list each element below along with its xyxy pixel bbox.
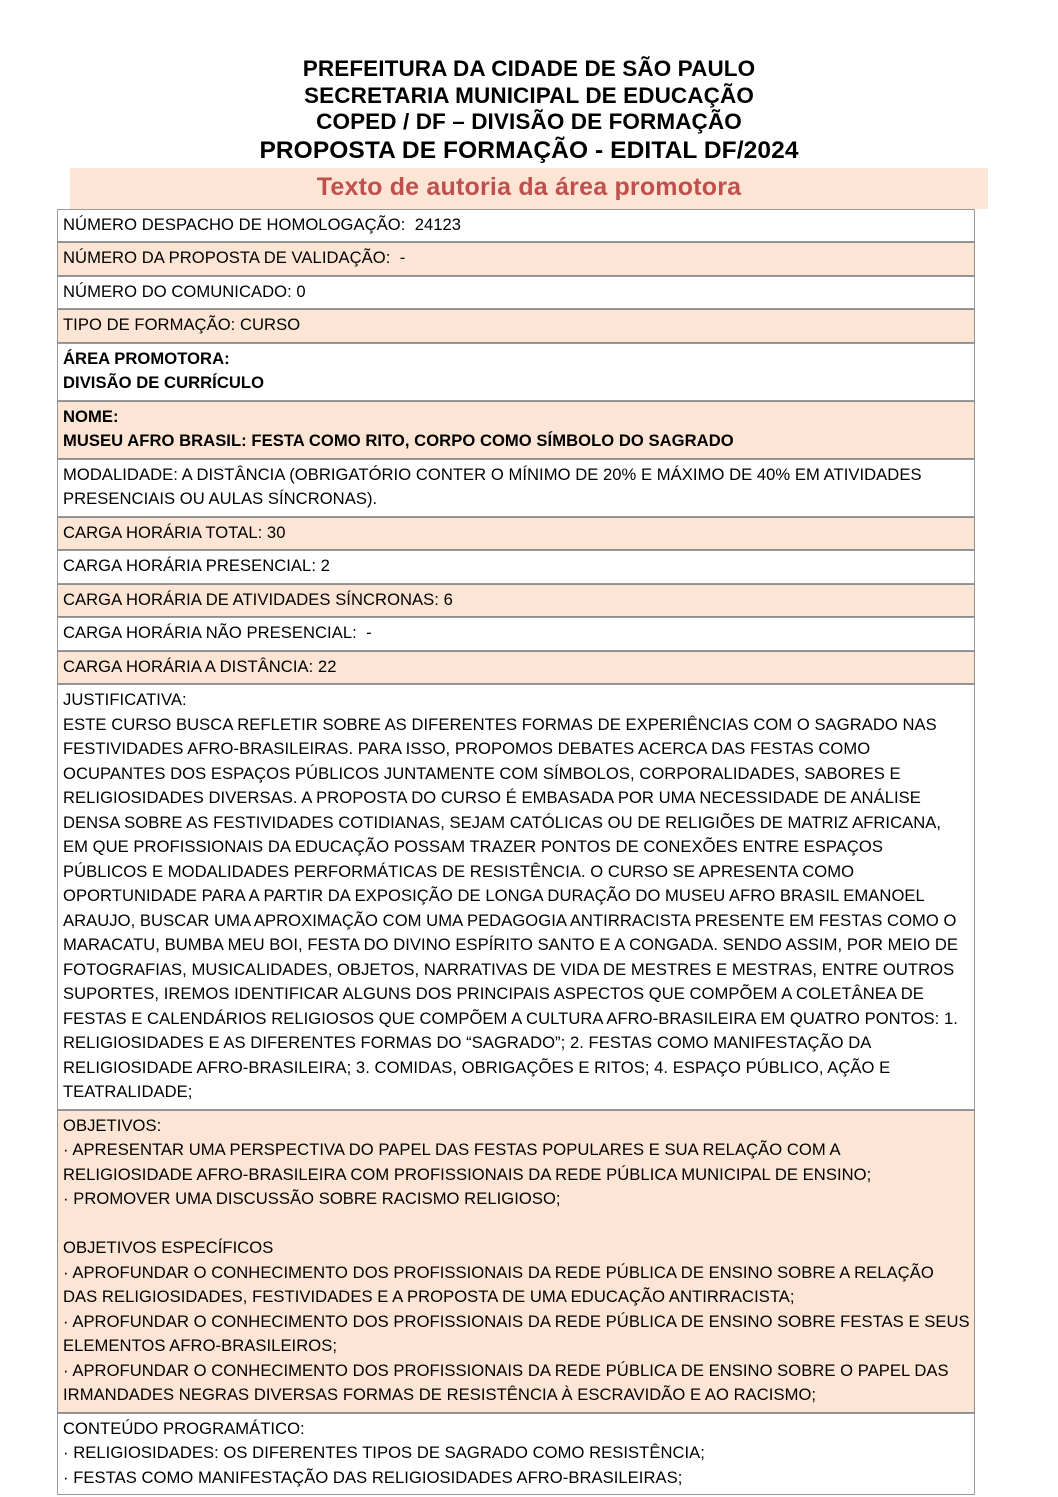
cell-objetivos: [57, 1110, 975, 1413]
table-row: [57, 617, 975, 651]
cell-line: CARGA HORÁRIA TOTAL: 30: [63, 522, 286, 542]
cell-line: NOME:: [63, 406, 119, 426]
cell-carga-horaria-nao-presencial: [57, 617, 975, 651]
cell-numero-despacho-homologacao: [57, 209, 975, 243]
header-title-main: PROPOSTA DE FORMAÇÃO - EDITAL DF/2024: [259, 136, 799, 164]
cell-line: CARGA HORÁRIA A DISTÂNCIA: 22: [63, 656, 337, 676]
cell-line: DIVISÃO DE CURRÍCULO: [63, 373, 265, 392]
authorship-banner-text: Texto de autoria da área promotora: [316, 172, 742, 201]
proposal-form-table: [57, 209, 975, 1496]
cell-line: · APROFUNDAR O CONHECIMENTO DOS PROFISSIONAIS DA REDE PÚBLICA DE ENSINO SOBRE FESTAS E SEUS ELEMENTOS AFRO-BRASILEIROS;: [63, 1311, 975, 1355]
table-row: [57, 309, 975, 343]
cell-line: JUSTIFICATIVA:: [63, 690, 187, 709]
cell-line: CONTEÚDO PROGRAMÁTICO:: [63, 1418, 305, 1438]
cell-carga-horaria-presencial: [57, 550, 975, 584]
table-row: [57, 276, 975, 310]
cell-line: CARGA HORÁRIA NÃO PRESENCIAL: -: [63, 623, 372, 642]
cell-area-promotora: [57, 343, 975, 401]
cell-line: NÚMERO DA PROPOSTA DE VALIDAÇÃO: -: [63, 248, 406, 267]
cell-justificativa: [57, 684, 975, 1110]
cell-line: · PROMOVER UMA DISCUSSÃO SOBRE RACISMO RELIGIOSO;: [63, 1189, 561, 1208]
cell-numero-comunicado: [57, 276, 975, 310]
table-row: [57, 209, 975, 243]
header-line-3: COPED / DF – DIVISÃO DE FORMAÇÃO: [316, 109, 742, 134]
cell-line: NÚMERO DESPACHO DE HOMOLOGAÇÃO: 24123: [63, 214, 462, 234]
cell-carga-horaria-total: [57, 517, 975, 551]
cell-line: [63, 1212, 970, 1237]
table-row: [57, 517, 975, 551]
table-row: [57, 584, 975, 618]
cell-line: MODALIDADE: A DISTÂNCIA (OBRIGATÓRIO CONTER O MÍNIMO DE 20% E MÁXIMO DE 40% EM ATIVIDADES PRESENCIAIS OU AULAS SÍNCRONAS).: [63, 464, 927, 508]
table-row: [57, 1110, 975, 1413]
table-row: [57, 550, 975, 584]
cell-line: · FESTAS COMO MANIFESTAÇÃO DAS RELIGIOSIDADES AFRO-BRASILEIRAS;: [63, 1467, 683, 1487]
cell-nome: [57, 401, 975, 459]
cell-line: MUSEU AFRO BRASIL: FESTA COMO RITO, CORPO COMO SÍMBOLO DO SAGRADO: [63, 431, 734, 450]
document-header: [0, 0, 1058, 166]
cell-line: CARGA HORÁRIA DE ATIVIDADES SÍNCRONAS: 6: [63, 589, 453, 609]
table-row: [57, 651, 975, 685]
cell-line: CARGA HORÁRIA PRESENCIAL: 2: [63, 556, 330, 575]
authorship-banner: [70, 168, 988, 209]
table-row: [57, 684, 975, 1110]
header-line-1: PREFEITURA DA CIDADE DE SÃO PAULO: [302, 56, 756, 81]
cell-line: · APRESENTAR UMA PERSPECTIVA DO PAPEL DAS FESTAS POPULARES E SUA RELAÇÃO COM A RELIGIOSIDADE AFRO-BRASILEIRA COM PROFISSIONAIS DA REDE PÚBLICA MUNICIPAL DE ENSINO;: [63, 1140, 872, 1184]
cell-line: NÚMERO DO COMUNICADO: 0: [63, 281, 306, 301]
table-row: [57, 459, 975, 517]
cell-tipo-de-formacao: [57, 309, 975, 343]
cell-line: TIPO DE FORMAÇÃO: CURSO: [63, 315, 301, 334]
header-line-2: SECRETARIA MUNICIPAL DE EDUCAÇÃO: [304, 82, 754, 108]
table-row: [57, 343, 975, 401]
cell-line: ESTE CURSO BUSCA REFLETIR SOBRE AS DIFERENTES FORMAS DE EXPERIÊNCIAS COM O SAGRADO NAS FESTIVIDADES AFRO-BRASILEIRAS. PARA ISSO, PROPOMOS DEBATES ACERCA DAS FESTAS COMO OCUPANTES DOS ESPAÇOS PÚBLICOS JUNTAMENTE COM SÍMBOLOS, CORPORALIDADES, SABORES E RELIGIOSIDADES DIVERSAS. A PROPOSTA DO CURSO É EMBASADA POR UMA NECESSIDADE DE ANÁLISE DENSA SOBRE AS FESTIVIDADES COTIDIANAS, SEJAM CATÓLICAS OU DE RELIGIÕES DE MATRIZ AFRICANA, EM QUE PROFISSIONAIS DA EDUCAÇÃO POSSAM TRAZER PONTOS DE CONEXÕES ENTRE ESPAÇOS PÚBLICOS E MODALIDADES PERFORMÁTICAS DE RESISTÊNCIA. O CURSO SE APRESENTA COMO OPORTUNIDADE PARA A PARTIR DA EXPOSIÇÃO DE LONGA DURAÇÃO DO MUSEU AFRO BRASIL EMANOEL ARAUJO, BUSCAR UMA APROXIMAÇÃO COM UMA PEDAGOGIA ANTIRRACISTA PRESENTE EM FESTAS COMO O MARACATU, BUMBA MEU BOI, FESTA DO DIVINO ESPÍRITO SANTO E A CONGADA. SENDO ASSIM, POR MEIO DE FOTOGRAFIAS, MUSICALIDADES, OBJETOS, NARRATIVAS DE VIDA DE MESTRES E MESTRAS, ENTRE OUTROS SUPORTES, IREMOS IDENTIFICAR ALGUNS DOS PRINCIPAIS ASPECTOS QUE COMPÕEM A COLETÂNEA DE FESTAS E CALENDÁRIOS RELIGIOSOS QUE COMPÕEM A CULTURA AFRO-BRASILEIRA EM QUATRO PONTOS: 1. RELIGIOSIDADES E AS DIFERENTES FORMAS DO “SAGRADO”; 2. FESTAS COMO MANIFESTAÇÃO DA RELIGIOSIDADE AFRO-BRASILEIRA; 3. COMIDAS, OBRIGAÇÕES E RITOS; 4. ESPAÇO PÚBLICO, AÇÃO E TEATRALIDADE;: [63, 714, 963, 1101]
cell-line: OBJETIVOS ESPECÍFICOS: [63, 1238, 274, 1257]
cell-line: · APROFUNDAR O CONHECIMENTO DOS PROFISSIONAIS DA REDE PÚBLICA DE ENSINO SOBRE A RELAÇÃO DAS RELIGIOSIDADES, FESTIVIDADES E A PROPOSTA DE UMA EDUCAÇÃO ANTIRRACISTA;: [63, 1262, 939, 1306]
cell-line: · APROFUNDAR O CONHECIMENTO DOS PROFISSIONAIS DA REDE PÚBLICA DE ENSINO SOBRE O PAPEL DAS IRMANDADES NEGRAS DIVERSAS FORMAS DE RESISTÊNCIA À ESCRAVIDÃO E AO RACISMO;: [63, 1360, 954, 1404]
table-row: [57, 401, 975, 459]
cell-line: OBJETIVOS:: [63, 1115, 162, 1135]
cell-conteudo-programatico: [57, 1413, 975, 1496]
cell-line: · RELIGIOSIDADES: OS DIFERENTES TIPOS DE SAGRADO COMO RESISTÊNCIA;: [63, 1443, 705, 1462]
cell-numero-proposta-validacao: [57, 242, 975, 276]
table-row: [57, 1413, 975, 1496]
cell-line: ÁREA PROMOTORA:: [63, 348, 230, 368]
cell-carga-horaria-atividades-sincronas: [57, 584, 975, 618]
cell-modalidade: [57, 459, 975, 517]
table-row: [57, 242, 975, 276]
cell-carga-horaria-a-distancia: [57, 651, 975, 685]
